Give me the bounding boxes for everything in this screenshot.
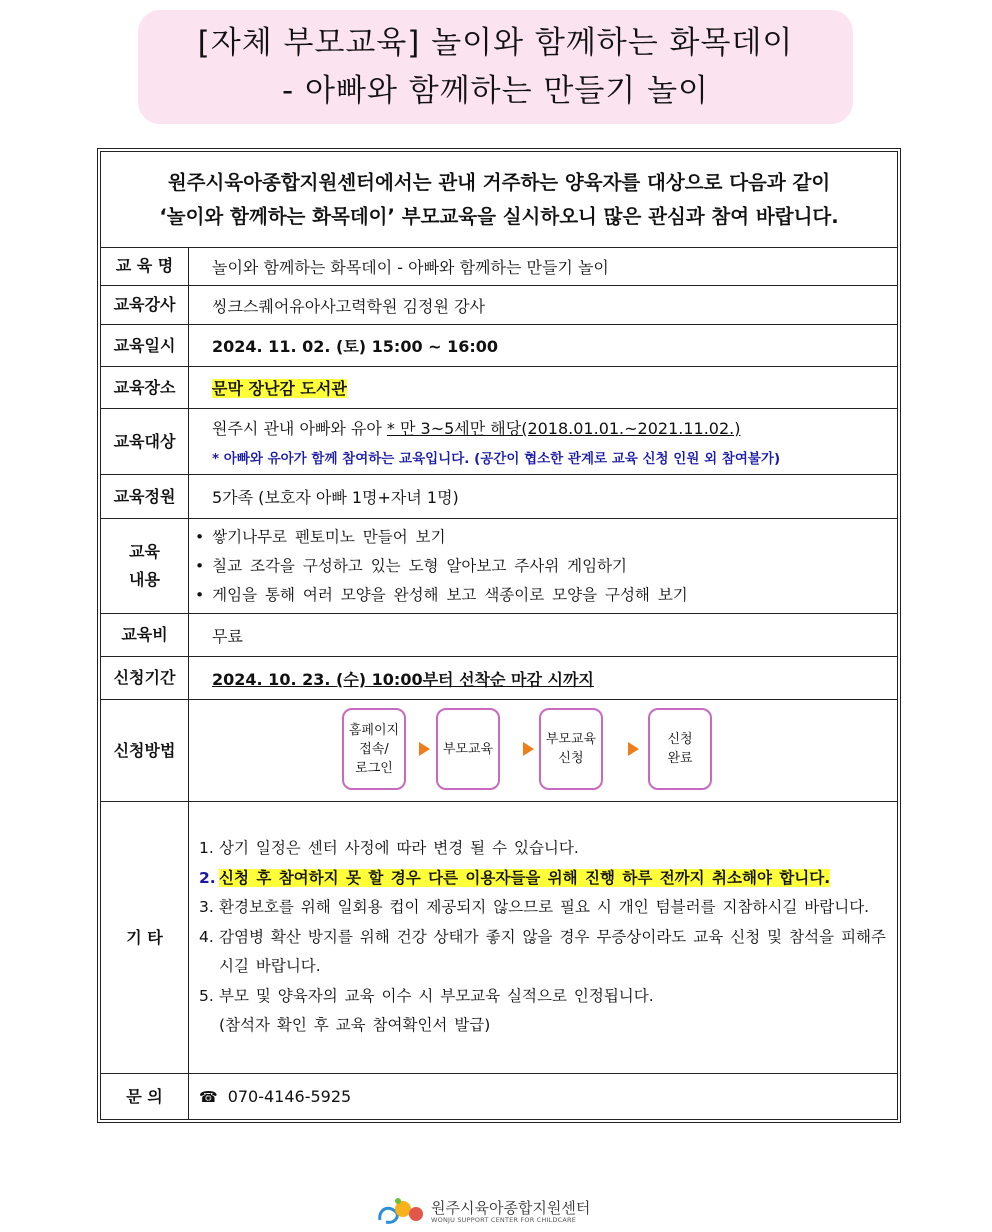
center-logo [376, 1196, 616, 1228]
arrow-right-icon [419, 742, 430, 756]
row-datetime [101, 325, 897, 367]
intro-line-1: 원주시육아종합지원센터에서는 관내 거주하는 양육자를 대상으로 다음과 같이 [167, 170, 831, 194]
application-steps [342, 708, 732, 792]
list-item: • 칠교 조각을 구성하고 있는 도형 알아보고 주사위 게임하기 [195, 552, 897, 581]
etc-text: 감염병 확산 방지를 위해 건강 상태가 좋지 않을 경우 무증상이라도 교육 신청 및 참석을 피해주시길 바랍니다. [219, 927, 886, 976]
phone-icon: ☎ [199, 1088, 218, 1106]
list-item [199, 834, 897, 864]
etc-number: 1. [199, 839, 214, 858]
row-contact [101, 1074, 897, 1119]
list-item [199, 1011, 897, 1041]
etc-text: 상기 일정은 센터 사정에 따라 변경 될 수 있습니다. [219, 839, 579, 858]
step-parent-education: 부모교육 [436, 708, 500, 790]
etc-text: 신청 후 참여하지 못 할 경우 다른 이용자들을 위해 진행 하루 전까지 취소해야 합니다. [219, 868, 831, 887]
step-complete: 신청 완료 [648, 708, 712, 790]
content-label-line-1: 교육 [129, 542, 160, 561]
center-logo-name: 원주시육아종합지원센터 [431, 1199, 591, 1217]
etc-number: 2. [199, 868, 216, 887]
datetime-value: 2024. 11. 02. (토) 15:00 ~ 16:00 [212, 337, 499, 356]
row-label: 교육대상 [101, 409, 189, 474]
contact-phone-value[interactable]: 070-4146-5925 [227, 1087, 352, 1106]
step-homepage-login: 홈페이지 접속/ 로그인 [342, 708, 406, 790]
etc-number: 5. [199, 986, 214, 1005]
step-apply: 부모교육 신청 [539, 708, 603, 790]
row-label: 신청기간 [101, 657, 189, 699]
education-name-value: 놀이와 함께하는 화목데이 - 아빠와 함께하는 만들기 놀이 [212, 257, 609, 277]
intro-paragraph [101, 152, 897, 248]
etc-text: 환경보호를 위해 일회용 컵이 제공되지 않으므로 필요 시 개인 텀블러를 지참하시길 바랍니다. [219, 898, 870, 917]
target-value: 원주시 관내 아빠와 유아 [212, 419, 387, 438]
info-table [100, 151, 898, 1120]
period-value: 2024. 10. 23. (수) 10:00부터 선착순 마감 시까지 [212, 669, 594, 689]
list-item: • 게임을 통해 여러 모양을 완성해 보고 색종이로 모양을 구성해 보기 [195, 581, 897, 610]
title-banner [138, 10, 853, 124]
row-instructor [101, 286, 897, 325]
row-period [101, 657, 897, 700]
row-etc [101, 802, 897, 1074]
intro-line-2: ‘놀이와 함께하는 화목데이’ 부모교육을 실시하오니 많은 관심과 참여 바랍니다. [159, 204, 839, 228]
list-item [199, 893, 897, 923]
etc-text: 부모 및 양육자의 교육 이수 시 부모교육 실적으로 인정됩니다. [219, 986, 654, 1005]
capacity-value: 5가족 (보호자 아빠 1명+자녀 1명) [212, 488, 459, 507]
row-label [101, 519, 189, 613]
etc-number: 4. [199, 927, 214, 946]
target-age-range: * 만 3~5세만 해당(2018.01.01.~2021.11.02.) [386, 419, 741, 438]
row-method [101, 700, 897, 802]
arrow-right-icon [523, 742, 534, 756]
row-label: 신청방법 [101, 700, 189, 801]
row-label: 기 타 [101, 802, 189, 1073]
row-label: 교육비 [101, 614, 189, 656]
list-item [199, 923, 897, 982]
row-label: 문 의 [101, 1074, 189, 1119]
place-value: 문막 장난감 도서관 [212, 379, 347, 398]
row-content [101, 519, 897, 614]
row-education-name [101, 247, 897, 286]
page-subtitle: - 아빠와 함께하는 만들기 놀이 [282, 73, 709, 109]
row-target [101, 409, 897, 475]
row-label: 교육일시 [101, 325, 189, 366]
row-label: 교육정원 [101, 475, 189, 518]
list-item [199, 864, 897, 894]
content-label-line-2: 내용 [129, 570, 160, 589]
list-item: • 쌓기나무로 펜토미노 만들어 보기 [195, 523, 897, 552]
etc-subtext: (참석자 확인 후 교육 참여확인서 발급) [219, 1016, 491, 1035]
page-title: [자체 부모교육] 놀이와 함께하는 화목데이 [197, 25, 794, 61]
fee-value: 무료 [212, 626, 243, 646]
row-label: 교 육 명 [101, 247, 189, 285]
info-table-frame [97, 148, 901, 1123]
row-fee [101, 614, 897, 657]
etc-number: 3. [199, 898, 214, 917]
row-label: 교육강사 [101, 286, 189, 324]
target-note: * 아빠와 유아가 함께 참여하는 교육입니다. (공간이 협소한 관계로 교육 신청 인원 외 참여불가) [212, 451, 781, 467]
row-place [101, 367, 897, 409]
center-logo-icon [376, 1196, 426, 1226]
row-label: 교육장소 [101, 367, 189, 408]
list-item [199, 982, 897, 1012]
row-capacity [101, 475, 897, 519]
arrow-right-icon [628, 742, 639, 756]
center-logo-subtitle: WONJU SUPPORT CENTER FOR CHILDCARE [431, 1216, 577, 1224]
instructor-value: 씽크스퀘어유아사고력학원 김정원 강사 [212, 296, 485, 316]
